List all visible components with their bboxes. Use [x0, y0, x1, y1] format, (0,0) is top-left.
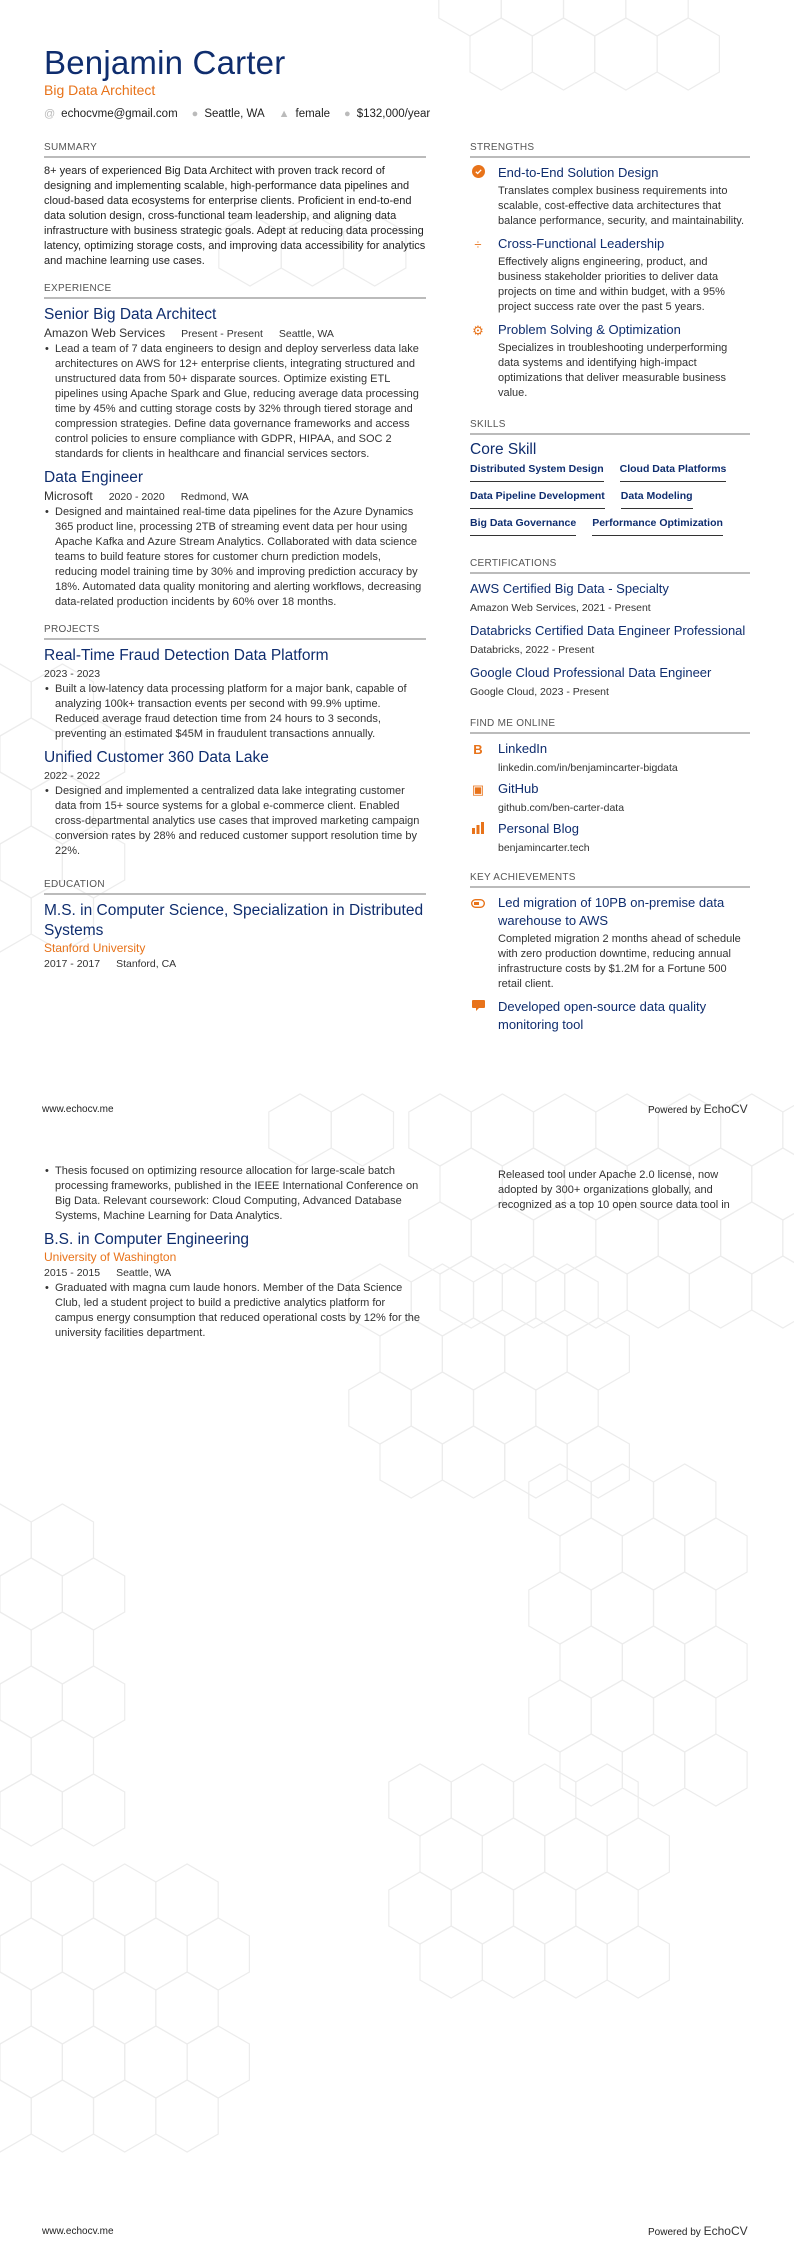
skills-heading: SKILLS	[470, 419, 750, 435]
achievement-item	[470, 894, 750, 992]
company: Amazon Web Services	[44, 326, 166, 340]
hexagon-shape	[411, 1372, 473, 1444]
project-item	[44, 748, 426, 859]
footer-site[interactable]: www.echocv.me	[42, 1104, 114, 1115]
hexagon-shape	[187, 1918, 249, 1990]
certification-item: AWS Certified Big Data - Specialty Amazon Web Services, 2021 - Present	[470, 581, 669, 614]
dates: Present - Present	[181, 328, 263, 340]
check-badge-icon	[470, 164, 486, 229]
hexagon-shape	[0, 1666, 62, 1738]
hexagon-shape	[31, 1720, 93, 1792]
hexagon-shape	[31, 1612, 93, 1684]
strength-title: Problem Solving & Optimization	[498, 322, 681, 337]
hexagon-shape	[783, 1094, 794, 1166]
strength-desc: Translates complex business requirements into scalable, cost-effective data architectures that balance performance, security, and maintainability.	[498, 185, 744, 227]
summary-heading: SUMMARY	[44, 142, 426, 158]
skill-tag: Cloud Data Platforms	[620, 463, 727, 482]
hexagon-shape	[62, 1918, 124, 1990]
hexagon-shape	[31, 1504, 93, 1576]
hexagon-shape	[567, 1318, 629, 1390]
hexagon-shape	[505, 1426, 567, 1498]
hexagon-shape	[654, 1572, 716, 1644]
hexagon-shape	[349, 1372, 411, 1444]
projects-heading: PROJECTS	[44, 624, 426, 640]
experience-item	[44, 305, 426, 462]
experience-heading: EXPERIENCE	[44, 283, 426, 299]
left-column-page2	[44, 1164, 426, 1347]
degree: M.S. in Computer Science, Specialization in Distributed Systems	[44, 902, 424, 939]
achievements-heading: KEY ACHIEVEMENTS	[470, 872, 750, 888]
skill-group-title: Core Skill	[470, 441, 537, 458]
hexagon-shape	[591, 1572, 653, 1644]
dates: 2020 - 2020	[108, 491, 165, 503]
hexagon-shape	[0, 1504, 31, 1576]
experience-item	[44, 468, 426, 610]
hexagon-shape	[62, 2026, 124, 2098]
education-item	[44, 1230, 426, 1341]
left-column	[44, 142, 426, 978]
link-label[interactable]: GitHub	[498, 781, 539, 796]
hexagon-shape	[0, 772, 31, 844]
hexagon-shape	[62, 1666, 124, 1738]
hexagon-shape	[94, 1864, 156, 1936]
bullet: • Designed and maintained real-time data pipelines for the Azure Dynamics 365 product line, processing 2TB of streaming event data per hour using Apache Kafka and Azure Stream Analytics. Collaborated with data science teams to build feature stores for customer churn prediction models, reducing model training time by 30% and improving prediction accuracy by 18%. Automated data quality monitoring and alerting workflows, decreasing data-related production incidents by 60% over 18 months.	[44, 505, 426, 610]
strength-desc: Specializes in troubleshooting underperforming data systems and identifying high-impact optimizations that deliver measurable business value.	[498, 342, 728, 399]
online-link[interactable]	[470, 820, 750, 854]
person-icon: ▲	[278, 108, 290, 120]
link-url[interactable]: github.com/ben-carter-data	[498, 802, 625, 814]
dates: 2022 - 2022	[44, 770, 101, 782]
skill-tag: Distributed System Design	[470, 463, 604, 482]
degree: B.S. in Computer Engineering	[44, 1231, 250, 1248]
hexagon-shape	[331, 1094, 393, 1166]
hexagon-shape	[560, 1518, 622, 1590]
hexagon-shape	[442, 1426, 504, 1498]
education-heading: EDUCATION	[44, 879, 426, 895]
strength-title: End-to-End Solution Design	[498, 165, 659, 180]
hexagon-shape	[62, 1774, 124, 1846]
hexagon-shape	[529, 1572, 591, 1644]
divide-icon: ÷	[474, 237, 482, 252]
footer-powered[interactable]: Powered by EchoCV	[648, 2224, 748, 2238]
certification-item: Google Cloud Professional Data Engineer Google Cloud, 2023 - Present	[470, 665, 712, 698]
hexagon-shape	[482, 1818, 544, 1890]
hexagon-shape	[622, 1626, 684, 1698]
hexagon-shape	[0, 1612, 31, 1684]
hexagon-shape	[595, 18, 657, 90]
chat-bubble-icon	[470, 998, 486, 1034]
link-url[interactable]: benjamincarter.tech	[498, 842, 590, 854]
hexagon-shape	[607, 1926, 669, 1998]
hexagon-shape	[689, 1256, 751, 1328]
hexagon-shape	[514, 1872, 576, 1944]
hexagon-shape	[187, 2026, 249, 2098]
education-item	[44, 901, 426, 972]
toggle-icon	[470, 894, 486, 992]
hexagon-shape	[626, 0, 688, 36]
bullet: • Designed and implemented a centralized data lake integrating customer data from 15+ source systems for a global e-commerce client. Enabled cross-departmental analytics use cases that improved marketing campaign conversion rates by 28% and reduced customer support resolution time by 22%.	[44, 784, 426, 859]
hexagon-shape	[622, 1518, 684, 1590]
school: University of Washington	[44, 1250, 177, 1264]
hexagon-shape	[654, 1680, 716, 1752]
contact-location: ● Seattle, WA	[191, 108, 265, 120]
location: Redmond, WA	[180, 491, 249, 503]
hexagon-shape	[752, 1148, 794, 1220]
hexagon-shape	[62, 1558, 124, 1630]
hexagon-shape	[474, 1264, 536, 1336]
bullet: • Graduated with magna cum laude honors. Member of the Data Science Club, led a student project to build a predictive analytics platform for campus energy consumption that reduced operational costs by 12% for the university facilities department.	[44, 1281, 426, 1341]
company: Microsoft	[44, 489, 93, 503]
hexagon-shape	[607, 1818, 669, 1890]
bullet: • Built a low-latency data processing platform for a major bank, capable of analyzing 100k+ transaction events per second with 99.9% uptime. Reduced average fraud detection time from 24 hours to 3 seconds, preventing an estimated $45M in fraudulent transactions annually.	[44, 682, 426, 742]
dates: 2015 - 2015	[44, 1267, 101, 1279]
contact-gender: ▲ female	[278, 108, 331, 120]
at-icon: @	[44, 108, 56, 120]
online-link[interactable]	[470, 780, 750, 814]
skill-tag: Data Modeling	[621, 490, 693, 509]
hexagon-shape	[0, 1972, 31, 2044]
project-title: Real-Time Fraud Detection Data Platform	[44, 647, 329, 664]
job-title: Data Engineer	[44, 469, 144, 486]
online-heading: FIND ME ONLINE	[470, 718, 750, 734]
achievement-title: Developed open-source data quality monitoring tool	[498, 999, 707, 1032]
hexagon-shape	[0, 1720, 31, 1792]
hexagon-shape	[685, 1626, 747, 1698]
hexagon-shape	[482, 1926, 544, 1998]
hexagon-shape	[654, 1464, 716, 1536]
hexagon-shape	[567, 1426, 629, 1498]
strengths-heading: STRENGTHS	[470, 142, 750, 158]
dates: 2017 - 2017	[44, 958, 101, 970]
chip-icon: ▣	[471, 782, 485, 797]
achievement-desc: Released tool under Apache 2.0 license, now adopted by 300+ organizations globally, and recognized as a top 10 open source data tool in	[498, 1169, 730, 1211]
bullet: • Thesis focused on optimizing resource allocation for large-scale batch processing frameworks, published in the IEEE International Conference on Big Data. Relevant coursework: Cloud Computing, Advanced Database Systems, Machine Learning for Data Analytics.	[44, 1164, 426, 1224]
hexagon-shape	[564, 0, 626, 36]
hexagon-shape	[442, 1318, 504, 1390]
contact-salary: ● $132,000/year	[344, 108, 431, 120]
echocv-logo: EchoCV	[703, 1102, 748, 1116]
location-pin-icon: ●	[191, 108, 199, 120]
hexagon-shape	[156, 1864, 218, 1936]
hexagon-shape	[545, 1818, 607, 1890]
hexagon-shape	[474, 1372, 536, 1444]
hexagon-shape	[440, 1148, 502, 1220]
hexagon-shape	[0, 2026, 62, 2098]
hexagon-shape	[420, 1926, 482, 1998]
hexagon-shape	[409, 1094, 471, 1166]
hexagon-shape	[536, 1264, 598, 1336]
hexagon-shape	[0, 1558, 62, 1630]
dates: 2023 - 2023	[44, 668, 101, 680]
hexagon-shape	[501, 0, 563, 36]
hexagon-shape	[31, 1864, 93, 1936]
link-url[interactable]: linkedin.com/in/benjamincarter-bigdata	[498, 762, 678, 774]
footer-powered[interactable]: Powered by EchoCV	[648, 1102, 748, 1116]
project-item	[44, 646, 426, 742]
certification-item: Databricks Certified Data Engineer Professional Databricks, 2022 - Present	[470, 623, 746, 656]
project-title: Unified Customer 360 Data Lake	[44, 749, 269, 766]
hexagon-shape	[471, 1094, 533, 1166]
hexagon-shape	[591, 1680, 653, 1752]
location: Seattle, WA	[116, 1267, 172, 1279]
hexagon-shape	[505, 1318, 567, 1390]
hexagon-shape	[560, 1626, 622, 1698]
hexagon-shape	[420, 1818, 482, 1890]
online-link[interactable]	[470, 740, 750, 774]
hexagon-shape	[0, 880, 31, 952]
skill-tag: Data Pipeline Development	[470, 490, 605, 509]
skills-list	[470, 463, 750, 536]
hexagon-shape	[439, 0, 501, 36]
hexagon-shape	[622, 1734, 684, 1806]
hexagon-shape	[31, 1972, 93, 2044]
achievement-title: Led migration of 10PB on-premise data warehouse to AWS	[498, 895, 725, 928]
link-label[interactable]: LinkedIn	[498, 741, 548, 756]
hexagon-shape	[440, 1256, 502, 1328]
hexagon-shape	[94, 1972, 156, 2044]
hexagon-shape	[470, 18, 532, 90]
strength-item	[470, 164, 750, 229]
candidate-title: Big Data Architect	[44, 82, 156, 98]
contact-row	[44, 108, 430, 120]
strength-title: Cross-Functional Leadership	[498, 236, 665, 251]
hexagon-shape	[389, 1872, 451, 1944]
achievement-desc: Completed migration 2 months ahead of schedule with zero production downtime, reducing annual infrastructure costs by $1.2M for a Fortune 500 retail client.	[498, 933, 741, 990]
hexagon-shape	[514, 1764, 576, 1836]
gear-icon: ⚙	[472, 323, 484, 338]
school: Stanford University	[44, 941, 146, 955]
hexagon-shape	[783, 1202, 794, 1274]
bullet: • Lead a team of 7 data engineers to design and deploy serverless data lake architectures on AWS for 12+ enterprise clients, integrating structured and unstructured data from 50+ disparate sources. Optimize existing ETL pipelines using Apache Spark and Glue, reducing average data processing time by 45% and cutting storage costs by 32% through tiered storage and compression strategies. Define data governance frameworks and access control policies to ensure compliance with GDPR, HIPAA, and SOC 2 standards for clients in healthcare and financial services sectors.	[44, 342, 426, 462]
hexagon-shape	[0, 1864, 31, 1936]
location: Seattle, WA	[278, 328, 334, 340]
hexagon-shape	[545, 1926, 607, 1998]
salary-icon: ●	[344, 108, 351, 120]
hexagon-shape	[560, 1734, 622, 1806]
hexagon-shape	[380, 1426, 442, 1498]
strength-item	[470, 235, 750, 315]
hexagon-shape	[657, 18, 719, 90]
hexagon-shape	[532, 18, 594, 90]
skill-tag: Performance Optimization	[592, 517, 723, 536]
candidate-name: Benjamin Carter	[44, 44, 286, 81]
hexagon-shape	[685, 1518, 747, 1590]
hexagon-shape	[125, 1918, 187, 1990]
location: Stanford, CA	[116, 958, 177, 970]
hexagon-shape	[576, 1764, 638, 1836]
hexagon-shape	[534, 1094, 596, 1166]
hexagon-shape	[0, 2080, 31, 2152]
hexagon-shape	[0, 1918, 62, 1990]
right-column	[470, 142, 750, 1040]
hexagon-shape	[125, 2026, 187, 2098]
hexagon-shape	[752, 1256, 794, 1328]
hexagon-shape	[685, 1734, 747, 1806]
hexagon-shape	[529, 1464, 591, 1536]
hexagon-shape	[502, 1256, 564, 1328]
hexagon-shape	[451, 1872, 513, 1944]
strength-item	[470, 321, 750, 401]
footer-site[interactable]: www.echocv.me	[42, 2226, 114, 2237]
hexagon-shape	[31, 2080, 93, 2152]
link-label[interactable]: Personal Blog	[498, 821, 579, 836]
hexagon-shape	[591, 1464, 653, 1536]
hexagon-shape	[0, 664, 31, 736]
echocv-logo: EchoCV	[703, 2224, 748, 2238]
hexagon-shape	[536, 1372, 598, 1444]
hexagon-shape	[576, 1872, 638, 1944]
skill-tag: Big Data Governance	[470, 517, 576, 536]
hexagon-shape	[0, 1774, 62, 1846]
strength-desc: Effectively aligns engineering, product, and business stakeholder priorities to deliver data projects on time and within budget, with a 95% project success rate over the past 5 years.	[498, 256, 725, 313]
hexagon-shape	[565, 1256, 627, 1328]
achievement-item	[470, 998, 750, 1034]
hexagon-shape	[156, 1972, 218, 2044]
hexagon-shape	[94, 2080, 156, 2152]
letter-b-icon: B	[473, 742, 483, 757]
job-title: Senior Big Data Architect	[44, 306, 217, 323]
summary-text: 8+ years of experienced Big Data Architect with proven track record of designing and implementing scalable, high-performance data pipelines and cloud-based data ecosystems for enterprise clients. Proficient in end-to-end data solution design, cross-functional team leadership, and aligning data infrastructure with business strategic goals. Adept at reducing data processing latency, optimizing storage costs, and improving data accessibility for analytics and machine learning use cases.	[44, 165, 426, 267]
contact-email[interactable]: @ echocvme@gmail.com	[44, 108, 178, 120]
hexagon-shape	[389, 1764, 451, 1836]
hexagon-shape	[156, 2080, 218, 2152]
certifications-heading: CERTIFICATIONS	[470, 558, 750, 574]
hexagon-shape	[627, 1256, 689, 1328]
hexagon-shape	[451, 1764, 513, 1836]
hexagon-shape	[529, 1680, 591, 1752]
bar-chart-icon	[470, 820, 486, 854]
hexagon-shape	[269, 1094, 331, 1166]
